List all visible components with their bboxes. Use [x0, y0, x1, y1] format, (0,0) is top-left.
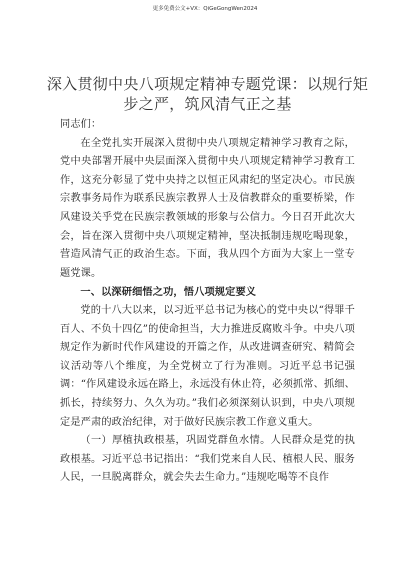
section-paragraph: （一）厚植执政根基，巩固党群鱼水情。人民群众是党的执政根基。习近平总书记指出：“我们党来自人民、植根人民、服务人民，一旦脱离群众，就会失去生命力。”违规吃喝等不良作 — [60, 435, 355, 484]
document-body — [60, 116, 355, 488]
intro-paragraph: 在全党扎实开展深入贯彻中央八项规定精神学习教育之际，党中央部署开展中央层面深入贯彻中央八项规定精神学习教育工作，这充分彰显了党中央持之以恒正风肃纪的坚定决心。市民族宗教事务局作为联系民族宗教界人士及信教群众的重要桥梁，作风建设关乎党在民族宗教领域的形象与公信力。今日召开此次大会，旨在深入贯彻中央八项规定精神，坚决抵制违规吃喝现象，营造风清气正的政治生态。下面，我从四个方面为大家上一堂专题党课。 — [60, 137, 355, 279]
watermark-text: 更多免费公文+VX：QiGeGongWen2024 — [152, 6, 258, 12]
section-heading: 一、以深研细悟之功，悟八项规定要义 — [80, 286, 257, 299]
document-title: 深入贯彻中央八项规定精神专题党课：以规行矩步之严，筑风清气正之基 — [46, 75, 369, 113]
section-paragraph: 党的十八大以来，以习近平总书记为核心的党中央以“得罪千百人、不负十四亿”的使命担当，大力推进反腐败斗争。中央八项规定作为新时代作风建设的开篇之作，从改进调查研究、精简会议活动等八个维度，为全党树立了行为准则。习近平总书记强调：“作风建设永远在路上，永远没有休止符，必须抓常、抓细、抓长，持续努力、久久为功。”我们必须深刻认识到，中央八项规定是严肃的政治纪律，对于做好民族宗教工作意义重大。 — [60, 304, 355, 428]
salutation: 同志们： — [60, 119, 102, 130]
